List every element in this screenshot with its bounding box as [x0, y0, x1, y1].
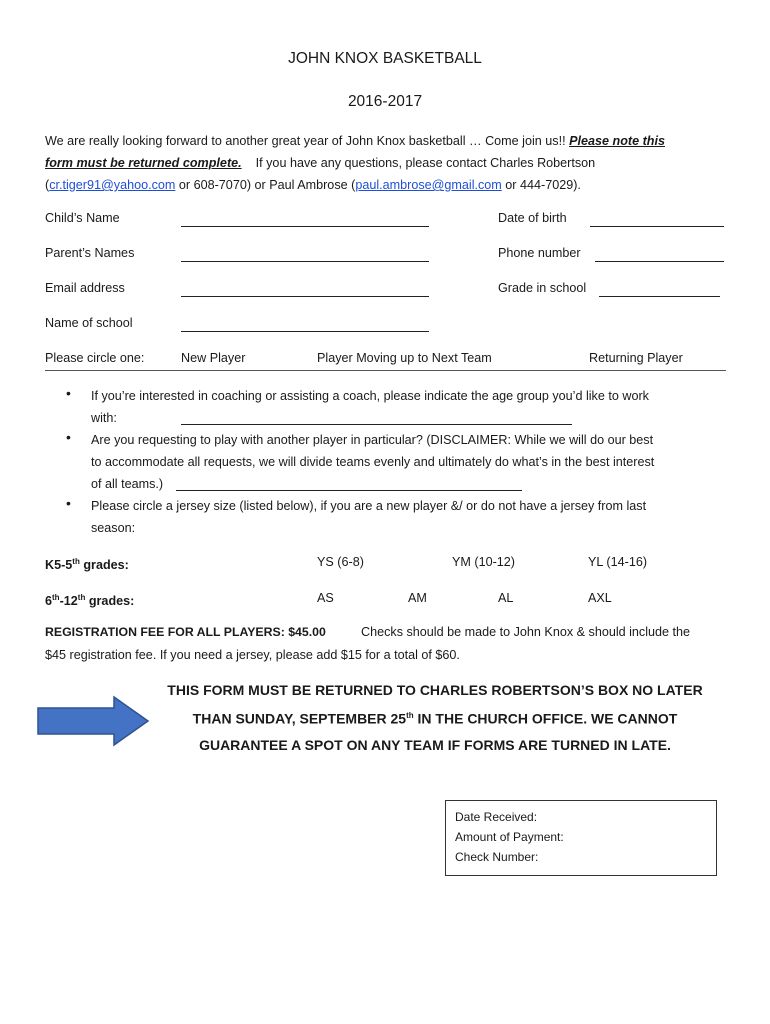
- request-text-3: of all teams.): [91, 477, 164, 491]
- size-yl[interactable]: YL (14-16): [588, 555, 648, 569]
- child-name-label: Child’s Name: [45, 211, 120, 225]
- size-am[interactable]: AM: [408, 591, 427, 605]
- name-of-school-field[interactable]: [181, 317, 429, 332]
- season-year: 2016-2017: [347, 93, 423, 110]
- email-link-ambrose[interactable]: paul.ambrose@gmail.com: [355, 178, 502, 192]
- intro-emphasis-2: form must be returned complete.: [45, 156, 242, 170]
- option-returning-player[interactable]: Returning Player: [589, 351, 683, 365]
- coaching-age-group-field[interactable]: [181, 410, 572, 425]
- notice-line-1: THIS FORM MUST BE RETURNED TO CHARLES ROBERTSON’S BOX NO LATER: [167, 682, 703, 698]
- return-deadline-notice: [150, 677, 720, 758]
- bullet-dot: •: [66, 385, 71, 401]
- intro-text-2: If you have any questions, please contact Charles Robertson: [255, 156, 596, 170]
- notice-line-2: THAN SUNDAY, SEPTEMBER 25th IN THE CHURCH OFFICE. WE CANNOT: [192, 710, 678, 727]
- intro-paren: (: [45, 178, 50, 192]
- phone-number-label: Phone number: [498, 246, 581, 260]
- jersey-bullet: [91, 495, 731, 539]
- date-of-birth-label: Date of birth: [498, 211, 567, 225]
- size-as[interactable]: AS: [317, 591, 334, 605]
- size-ym[interactable]: YM (10-12): [452, 555, 515, 569]
- email-address-field[interactable]: [181, 282, 429, 297]
- option-moving-up[interactable]: Player Moving up to Next Team: [317, 351, 492, 365]
- fee-text-2: $45 registration fee. If you need a jersey, please add $15 for a total of $60.: [45, 648, 460, 662]
- intro-text-3: or 608-7070) or Paul Ambrose (: [175, 178, 356, 192]
- request-text-2: to accommodate all requests, we will divide teams evenly and ultimately do what’s in the best interest: [91, 455, 655, 469]
- request-text-1: Are you requesting to play with another player in particular? (DISCLAIMER: While we will do our best: [91, 433, 654, 447]
- name-of-school-label: Name of school: [45, 316, 133, 330]
- jersey-text-2: season:: [91, 521, 136, 535]
- size-ys[interactable]: YS (6-8): [317, 555, 364, 569]
- office-use-box: [445, 800, 717, 876]
- grade-in-school-label: Grade in school: [498, 281, 587, 295]
- option-new-player[interactable]: New Player: [181, 351, 246, 365]
- size-al[interactable]: AL: [498, 591, 514, 605]
- phone-number-field[interactable]: [595, 247, 724, 262]
- section-divider: [45, 370, 726, 371]
- grade-in-school-field[interactable]: [599, 282, 720, 297]
- coaching-text-2: with:: [91, 411, 117, 425]
- parents-names-field[interactable]: [181, 247, 429, 262]
- email-address-label: Email address: [45, 281, 125, 295]
- parents-names-label: Parent’s Names: [45, 246, 135, 260]
- check-number-label: Check Number:: [455, 850, 539, 864]
- bullet-dot: •: [66, 495, 71, 511]
- requested-player-field[interactable]: [176, 476, 522, 491]
- amount-of-payment-label: Amount of Payment:: [455, 830, 564, 844]
- youth-grades-label: K5-5th grades:: [45, 557, 129, 573]
- jersey-text-1: Please circle a jersey size (listed below), if you are a new player &/ or do not have a jersey from last: [91, 499, 647, 513]
- child-name-field[interactable]: [181, 212, 429, 227]
- adult-grades-label: 6th-12th grades:: [45, 593, 135, 609]
- intro-text-1: We are really looking forward to another great year of John Knox basketball … Come join us!!: [45, 134, 570, 148]
- intro-paragraph: [45, 130, 735, 196]
- coaching-text-1: If you’re interested in coaching or assisting a coach, please indicate the age group you’d like to work: [91, 389, 649, 403]
- registration-fee-label: REGISTRATION FEE FOR ALL PLAYERS: $45.00: [45, 625, 326, 639]
- email-link-robertson[interactable]: cr.tiger91@yahoo.com: [49, 178, 176, 192]
- form-title: JOHN KNOX BASKETBALL: [288, 50, 482, 67]
- intro-text-4: or 444-7029).: [501, 178, 581, 192]
- right-arrow-icon: [36, 695, 152, 747]
- notice-line-3: GUARANTEE A SPOT ON ANY TEAM IF FORMS ARE TURNED IN LATE.: [199, 736, 671, 753]
- size-axl[interactable]: AXL: [588, 591, 612, 605]
- circle-one-label: Please circle one:: [45, 351, 145, 365]
- fee-text-1: Checks should be made to John Knox & should include the: [361, 625, 691, 639]
- date-received-label: Date Received:: [455, 810, 538, 824]
- bullet-dot: •: [66, 429, 71, 445]
- intro-emphasis-1: Please note this: [569, 134, 665, 148]
- date-of-birth-field[interactable]: [590, 212, 724, 227]
